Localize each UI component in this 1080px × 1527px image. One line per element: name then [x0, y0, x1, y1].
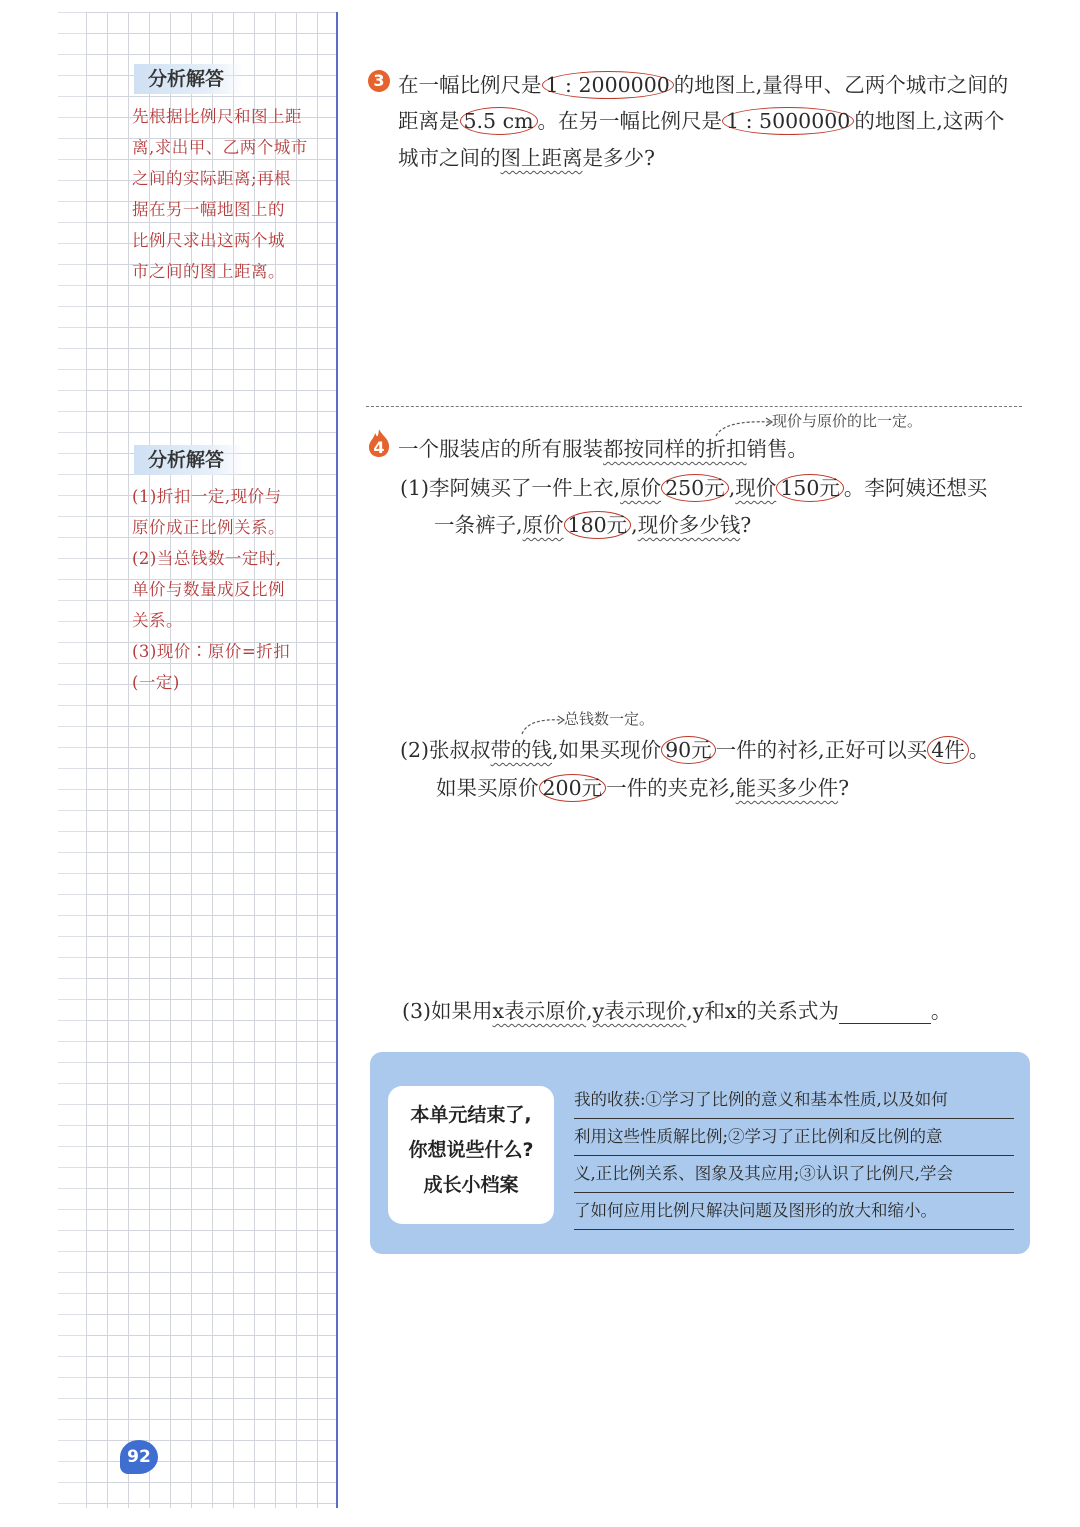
note-line: (2)当总钱数一定时,	[132, 549, 282, 568]
section-divider	[366, 406, 1022, 407]
note-line: (3)现价∶原价=折扣	[132, 642, 291, 661]
note-line: 离,求出甲、乙两个城市	[132, 138, 308, 157]
analysis-tag-2: 分析解答	[134, 445, 244, 475]
question-3-number: 3	[368, 70, 390, 92]
q3-line-3: 城市之间的图上距离是多少?	[398, 146, 655, 170]
q4-part2-line-2: 如果买原价 200元 一件的夹克衫,能买多少件?	[436, 776, 850, 800]
hint-arrow-icon	[712, 414, 776, 438]
note-line: 关系。	[132, 611, 183, 630]
note-line: 之间的实际距离;再根	[132, 169, 292, 188]
summary-card-line: 你想说些什么?	[408, 1139, 534, 1161]
q3-scale-1: 1 : 2000000	[542, 71, 674, 99]
note-line: 单价与数量成反比例	[132, 580, 285, 599]
summary-text	[574, 1082, 1014, 1230]
summary-card-line: 本单元结束了,	[410, 1104, 532, 1126]
q4-part2-line-1: (2)张叔叔带的钱,如果买现价 90元 一件的衬衫,正好可以买 4件 。	[400, 738, 990, 762]
note-line: (1)折扣一定,现价与	[132, 487, 282, 506]
analysis-note-2	[132, 481, 332, 698]
summary-card-title: 成长小档案	[423, 1174, 519, 1196]
summary-line: 了如何应用比例尺解决问题及图形的放大和缩小。	[574, 1193, 1014, 1230]
summary-line: 我的收获:①学习了比例的意义和基本性质,以及如何	[574, 1082, 1014, 1119]
q4-part1-line-2: 一条裤子,原价 180元 ,现价多少钱?	[434, 513, 752, 537]
analysis-note-1	[132, 101, 332, 287]
note-line: 比例尺求出这两个城	[132, 231, 285, 250]
summary-line: 利用这些性质解比例;②学习了正比例和反比例的意	[574, 1119, 1014, 1156]
note-line: 据在另一幅地图上的	[132, 200, 285, 219]
q4-jacket-price: 200元	[539, 774, 607, 802]
page-number: 92	[120, 1440, 158, 1474]
q4-original-price: 250元	[661, 474, 729, 502]
q4-intro: 一个服装店的所有服装都按同样的折扣销售。	[398, 437, 808, 461]
q3-line-2: 距离是 5.5 cm 。在另一幅比例尺是 1 : 5000000 的地图上,这两个	[398, 109, 1005, 133]
q4-shirt-count: 4件	[927, 736, 969, 764]
note-line: 原价成正比例关系。	[132, 518, 285, 537]
q4-hint-total: 总钱数一定。	[564, 710, 655, 728]
margin-rule	[336, 12, 338, 1508]
q3-distance: 5.5 cm	[460, 107, 538, 135]
summary-line: 义,正比例关系、图象及其应用;③认识了比例尺,学会	[574, 1156, 1014, 1193]
q4-hint-ratio: 现价与原价的比一定。	[772, 412, 923, 430]
note-line: 先根据比例尺和图上距	[132, 107, 302, 126]
q4-shirt-price: 90元	[661, 736, 716, 764]
summary-card	[388, 1086, 554, 1224]
q4-part3: (3)如果用x表示原价,y表示现价,y和x的关系式为 。	[402, 999, 952, 1023]
hint-arrow-icon	[518, 710, 568, 736]
q3-line-1: 在一幅比例尺是 1 : 2000000 的地图上,量得甲、乙两个城市之间的	[398, 73, 1009, 97]
q4-current-price: 150元	[776, 474, 844, 502]
q4-pants-price: 180元	[564, 511, 632, 539]
note-line: 市之间的图上距离。	[132, 262, 285, 281]
question-4-number: 4	[373, 438, 385, 457]
analysis-tag-1: 分析解答	[134, 64, 244, 94]
answer-blank[interactable]	[839, 1003, 931, 1024]
q3-scale-2: 1 : 5000000	[722, 107, 854, 135]
grid-margin-edge	[58, 12, 86, 1508]
note-line: (一定)	[132, 673, 180, 692]
q4-part1-line-1: (1)李阿姨买了一件上衣,原价 250元 ,现价 150元 。李阿姨还想买	[400, 476, 988, 500]
